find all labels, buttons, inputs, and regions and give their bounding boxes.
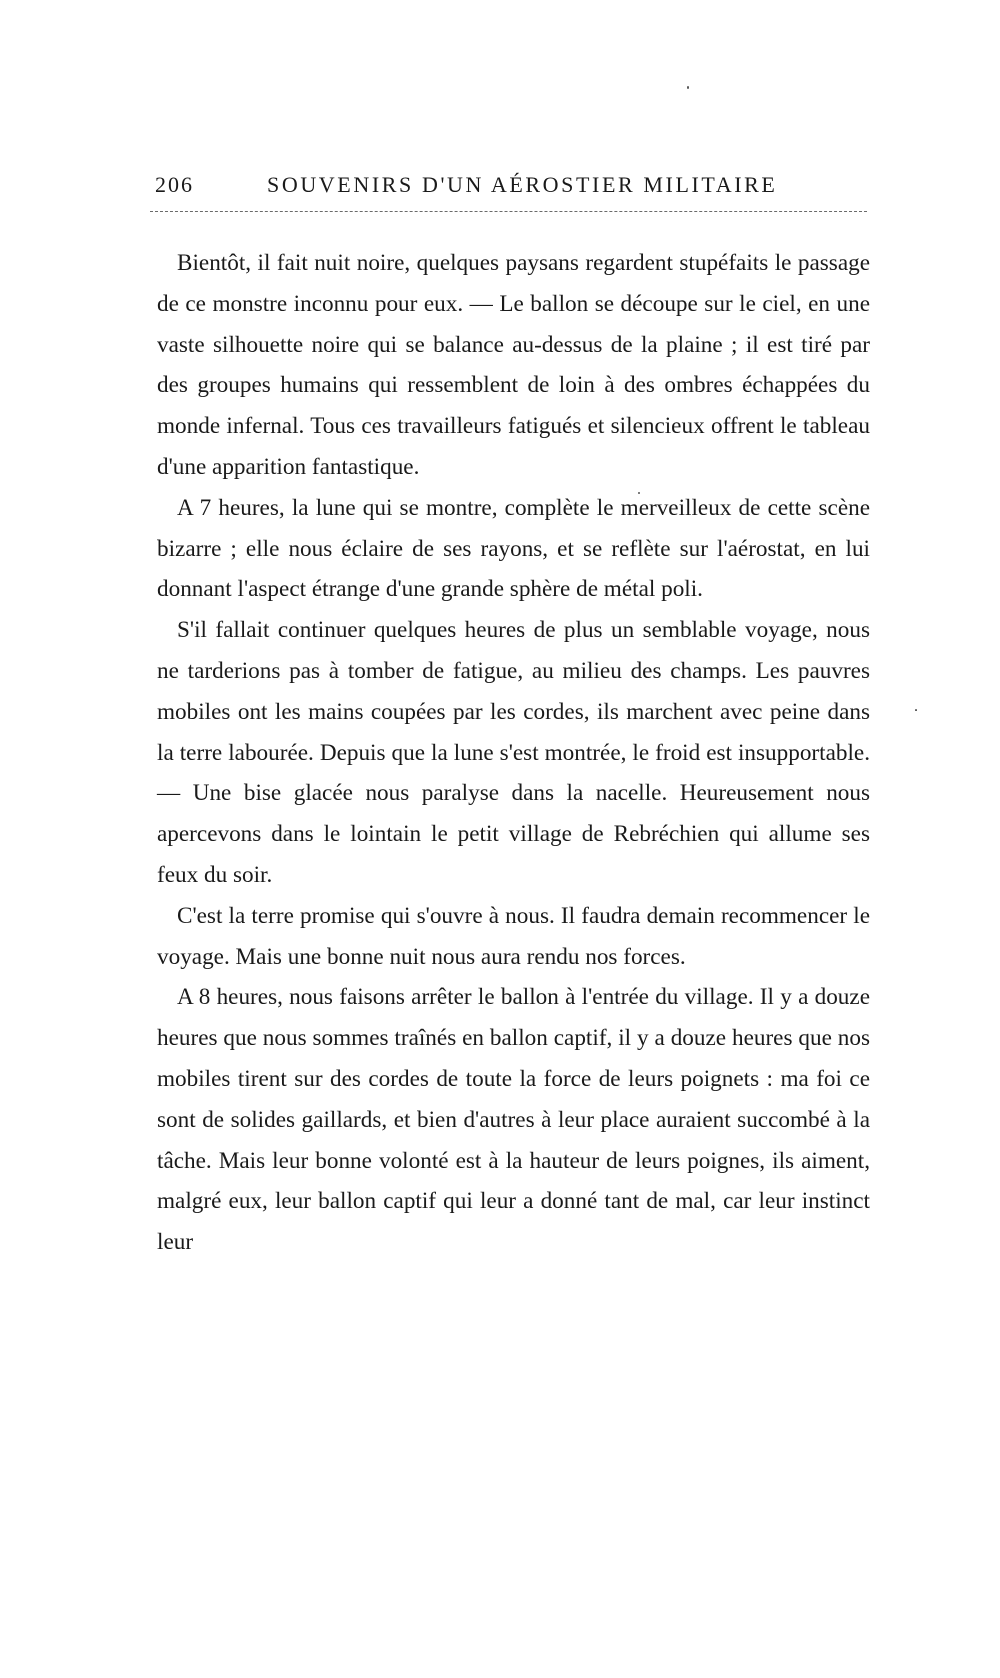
running-header — [155, 172, 867, 202]
paragraph: A 7 heures, la lune qui se montre, complète le merveilleux de cette scène bizarre ; elle nous éclaire de ses rayons, et se reflète sur l'aérostat, en lui donnant l'aspect étrange d'une grande sphère de métal poli. — [157, 494, 870, 603]
paragraph: Bientôt, il fait nuit noire, quelques paysans regardent stupéfaits le passage de ce monstre inconnu pour eux. — Le ballon se découpe sur le ciel, en une vaste silhouette noire qui se balance au-dessus de la plaine ; il est tiré par des groupes humains qui ressemblent de loin à des ombres échappées du monde infernal. Tous ces travailleurs fatigués et silencieux offrent le tableau d'une apparition fantastique. — [157, 250, 870, 480]
header-rule — [150, 211, 867, 212]
paragraph: C'est la terre promise qui s'ouvre à nous. Il faudra demain recommencer le voyage. Mais une bonne nuit nous aura rendu nos forces. — [157, 902, 870, 970]
margin-mark-icon: ˙ — [913, 705, 919, 725]
ink-speck — [687, 86, 689, 89]
paragraph: S'il fallait continuer quelques heures de plus un semblable voyage, nous ne tarderions pas à tomber de fatigue, au milieu des champs. Les pauvres mobiles ont les mains coupées par les cordes, ils marchent avec peine dans la terre labourée. Depuis que la lune s'est montrée, le froid est insupportable. — Une bise glacée nous paralyse dans la nacelle. Heureusement nous apercevons dans le lointain le petit village de Rebréchien qui allume ses feux du soir. — [157, 617, 870, 888]
paragraph: A 8 heures, nous faisons arrêter le ballon à l'entrée du village. Il y a douze heures que nous sommes traînés en ballon captif, il y a douze heures que nos mobiles tirent sur des cordes de toute la force de leurs poignets : ma foi ce sont de solides gaillards, et bien d'autres à leur place auraient succombé à la tâche. Mais leur bonne volonté est à la hauteur de leurs poignes, ils aiment, malgré eux, leur ballon captif qui leur a donné tant de mal, car leur instinct leur — [157, 984, 870, 1256]
body-text — [157, 243, 870, 1263]
page-number: 206 — [155, 172, 194, 197]
running-title: SOUVENIRS D'UN AÉROSTIER MILITAIRE — [267, 172, 778, 197]
